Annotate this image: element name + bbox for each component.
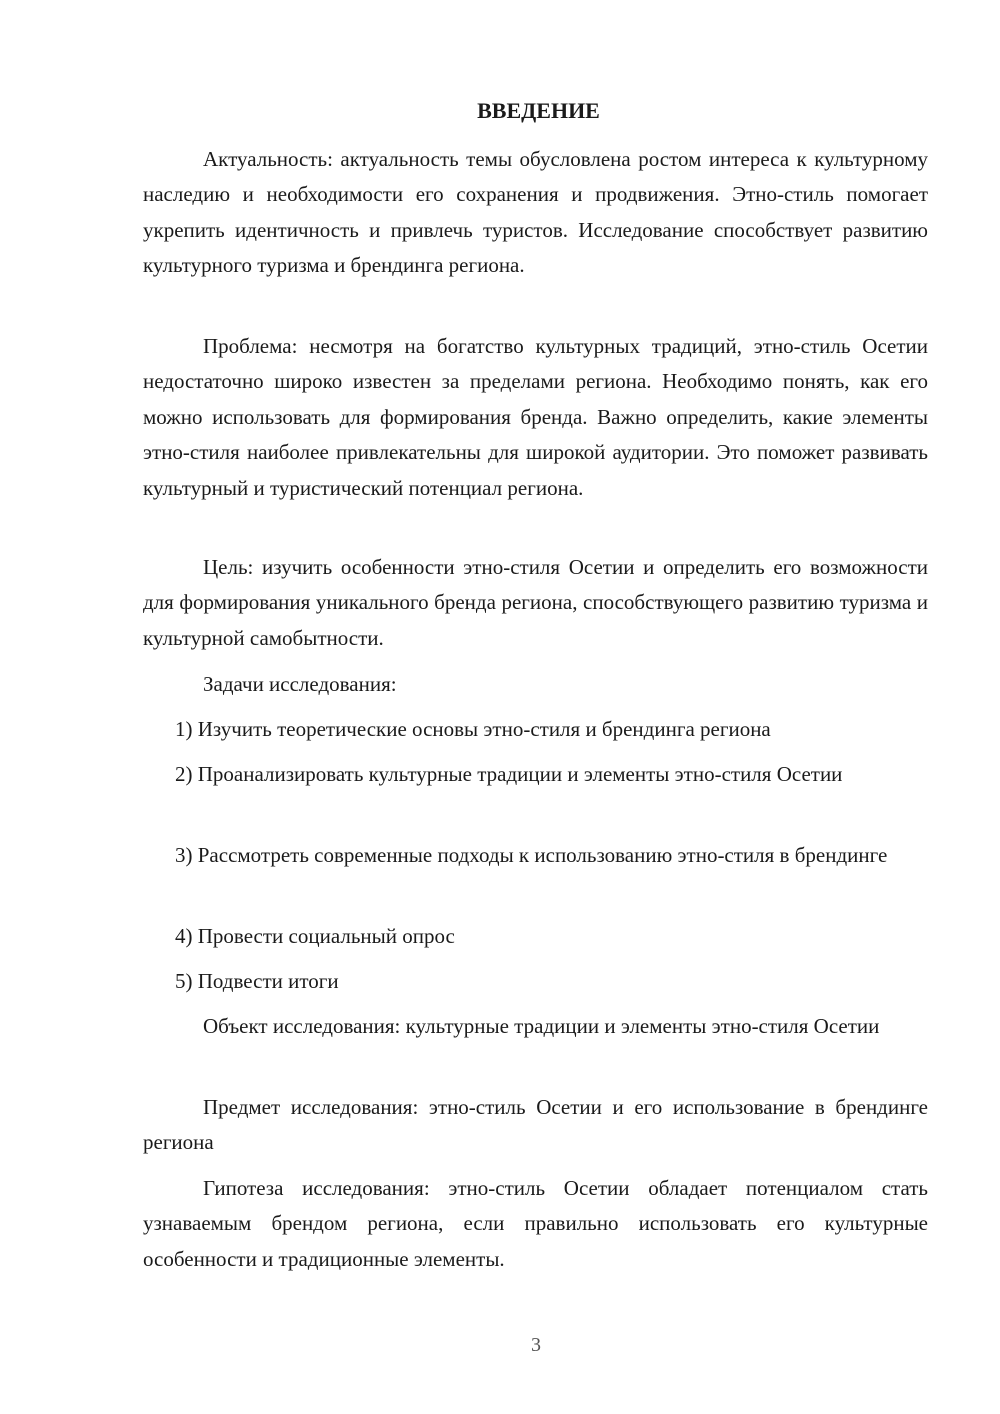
relevance-paragraph: Актуальность: актуальность темы обусловлена ростом интереса к культурному наследию и необходимости его сохранения и продвижения. Этно-стиль помогает укрепить идентичность и привлечь туристов. Исследование способствует развитию культурного туризма и брендинга региона. (143, 147, 928, 278)
problem-paragraph: Проблема: несмотря на богатство культурных традиций, этно-стиль Осетии недостаточно широко известен за пределами региона. Необходимо понять, как его можно использовать для формирования бренда. Важно определить, какие элементы этно-стиля наиболее привлекательны для широкой аудитории. Это поможет развивать культурный и туристический потенциал региона. (143, 334, 928, 500)
task-item: 3) Рассмотреть современные подходы к использованию этно-стиля в брендинге (175, 843, 888, 867)
goal-paragraph: Цель: изучить особенности этно-стиля Осетии и определить его возможности для формирования уникального бренда региона, способствующего развитию туризма и культурной самобытности. (143, 555, 928, 650)
task-item: 4) Провести социальный опрос (175, 924, 455, 948)
object-paragraph: Объект исследования: культурные традиции и элементы этно-стиля Осетии (203, 1014, 880, 1038)
page-number: 3 (531, 1334, 541, 1356)
task-item: 1) Изучить теоретические основы этно-стиля и брендинга региона (175, 717, 771, 741)
page-title: ВВЕДЕНИЕ (477, 98, 600, 123)
task-item: 2) Проанализировать культурные традиции и элементы этно-стиля Осетии (175, 762, 843, 786)
subject-paragraph: Предмет исследования: этно-стиль Осетии и его использование в брендинге региона (143, 1095, 928, 1155)
tasks-heading: Задачи исследования: (203, 672, 397, 696)
task-item: 5) Подвести итоги (175, 969, 339, 993)
hypothesis-paragraph: Гипотеза исследования: этно-стиль Осетии обладает потенциалом стать узнаваемым брендом региона, если правильно использовать его культурные особенности и традиционные элементы. (143, 1176, 928, 1271)
